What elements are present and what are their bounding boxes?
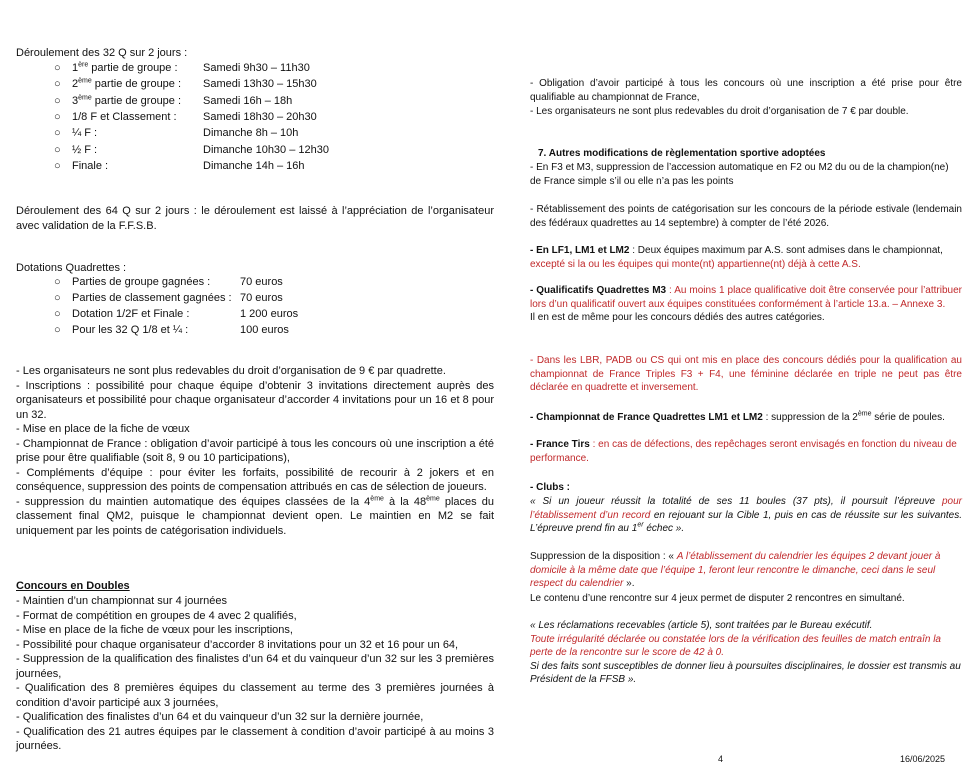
- rule-inscriptions: - Inscriptions : possibilité pour chaque équipe d’obtenir 3 invitations directement auprès des organisateurs et possibilité pour chaque organisateur d’accorder 4 invitations pour un 16 et 8 pour un 32.: [16, 379, 494, 421]
- bullet-icon: ○: [54, 110, 61, 123]
- schedule-label: 1ère partie de groupe :: [72, 61, 178, 74]
- dotation-amount: 1 200 euros: [240, 308, 299, 320]
- schedule-label: ¼ F :: [72, 127, 98, 140]
- section-7-title: 7. Autres modifications de règlementation sportive adoptées: [538, 148, 826, 159]
- bullet-icon: ○: [54, 62, 61, 74]
- doubles-rules: [16, 594, 494, 754]
- rule-championnat-lm: - Championnat de France Quadrettes LM1 et LM2 : suppression de la 2ème série de poules.: [530, 410, 945, 423]
- schedule-time: Samedi 9h30 – 11h30: [203, 62, 310, 74]
- deroulement-64: Déroulement des 64 Q sur 2 jours : le déroulement est laissé à l’appréciation de l’organisateur avec validation de la F.F.S.B.: [16, 205, 494, 232]
- reclamations: « Les réclamations recevables (article 5), sont traitées par le Bureau exécutif. Toute irrégularité déclarée ou constatée lors de la vérification des feuilles de match entraîn la perte de la rencontre sur le score de 42 à 0. Si des faits sont susceptibles de donner lieu à poursuites disciplinaires, le dossier est transmis au Président de la FFSB ».: [530, 620, 961, 685]
- doubles-item: - Format de compétition en groupes de 4 avec 2 qualifiés,: [16, 609, 297, 622]
- doubles-item: - Maintien d’un championnat sur 4 journées: [16, 595, 227, 607]
- bullet-icon: ○: [54, 308, 61, 320]
- dotations-title: Dotations Quadrettes :: [16, 262, 127, 274]
- doubles-item: - Mise en place de la fiche de vœux pour les inscriptions,: [16, 624, 293, 636]
- schedule-time: Samedi 13h30 – 15h30: [203, 78, 317, 91]
- rule-france-tirs: - France Tirs : en cas de défections, des repêchages seront envisagés en fonction du niveau de performance.: [530, 439, 957, 464]
- schedule-label: 3ème partie de groupe :: [72, 93, 182, 107]
- rule-championnat: - Championnat de France : obligation d’avoir participé à tous les concours où une inscription a été prise pour être qualifiable (soit 8, 9 ou 10 participations),: [16, 437, 494, 464]
- bullet-icon: ○: [54, 276, 61, 288]
- doubles-item: - Suppression de la qualification des finalistes d’un 64 et du vainqueur d’un 32 sur les 3 premières journées,: [16, 653, 494, 680]
- schedule-time: Dimanche 8h – 10h: [203, 127, 299, 140]
- schedule-label: Finale :: [72, 159, 109, 172]
- doubles-item: - Possibilité pour chaque organisateur d’accorder 8 invitations pour un 32 et 16 pour un 64,: [16, 638, 459, 651]
- schedule-label: 2ème partie de groupe :: [72, 77, 182, 91]
- bullet-icon: ○: [54, 159, 61, 172]
- rule-complements: - Compléments d’équipe : pour éviter les forfaits, possibilité de recourir à 2 jokers et en conséquence, suppression des points de compensation attribués en cas de sélection de joueurs.: [16, 466, 494, 493]
- schedule-time: Samedi 16h – 18h: [203, 94, 293, 107]
- deroulement-32-title: Déroulement des 32 Q sur 2 jours :: [16, 47, 188, 59]
- rule-droit-9: - Les organisateurs ne sont plus redevables du droit d’organisation de 9 € par quadrette.: [16, 365, 446, 377]
- suppression-disposition: Suppression de la disposition : « A l’établissement du calendrier les équipes 2 devant jouer à domicile à la même date que l’équipe 1, feront leur rencontre le dimanche, ceci dans le seul respect du calendrier ».: [530, 551, 941, 589]
- bullet-icon: ○: [54, 324, 61, 336]
- doubles-title: Concours en Doubles: [16, 580, 130, 592]
- dotation-amount: 100 euros: [240, 324, 289, 336]
- clubs-title: - Clubs :: [530, 482, 570, 493]
- rule-maintien: - suppression du maintien automatique des équipes classées de la 4ème à la 48ème places du classement final QM2, puisque le championnat devient open. Le maintien en M2 se fait uniquement par les points de catégorisation individuels.: [16, 494, 494, 537]
- doubles-item: - Qualification des 8 premières équipes du classement au terme des 3 premières journées à condition d’avoir participé aux 3 journées,: [16, 682, 494, 709]
- rule-lf1: - En LF1, LM1 et LM2 : Deux équipes maximum par A.S. sont admises dans le championnat, excepté si la ou les équipes qui monte(nt) appartienne(nt) déjà à cette A.S.: [530, 245, 943, 270]
- obligation: - Obligation d’avoir participé à tous les concours où une inscription a été prise pour être qualifiable au championnat de France,: [530, 78, 962, 103]
- dotation-label: Dotation 1/2F et Finale :: [72, 308, 190, 320]
- schedule-time: Dimanche 14h – 16h: [203, 159, 305, 172]
- schedule-label: 1/8 F et Classement :: [72, 110, 177, 123]
- doubles-item: - Qualification des 21 autres équipes par le classement à condition d’avoir participé à au moins 3 journées.: [16, 725, 494, 752]
- clubs-quote: « Si un joueur réussit la totalité de ses 11 boules (37 pts), il poursuit l’épreuve pour l’établissement d’un record en rejouant sur la Cible 1, puis en cas de réussite sur les suivantes. L’épreuve prend fin au 1er échec ».: [530, 496, 963, 534]
- droit-7: - Les organisateurs ne sont plus redevables du droit d’organisation de 7 € par double.: [530, 106, 909, 117]
- contenu-rencontre: Le contenu d’une rencontre sur 4 jeux permet de disputer 2 rencontres en simultané.: [530, 593, 905, 604]
- doubles-item: - Qualification des finalistes d’un 64 et du vainqueur d’un 32 sur la dernière journée,: [16, 711, 424, 723]
- rule-lbr: - Dans les LBR, PADB ou CS qui ont mis en place des concours dédiés pour la qualification au championnat de France Triples F3 + F4, une féminine déclarée en triple ne peut pas être déclarée en quadrette et inversement.: [530, 355, 962, 393]
- rule-f3-m3: - En F3 et M3, suppression de l’accession automatique en F2 ou M2 du ou de la champion(ne) de France simple s’il ou elle n’a pas les points: [530, 162, 949, 187]
- bullet-icon: ○: [54, 127, 61, 140]
- bullet-icon: ○: [54, 143, 61, 156]
- bullet-icon: ○: [54, 94, 61, 107]
- rule-fiche-voeux: - Mise en place de la fiche de vœux: [16, 423, 190, 435]
- dotation-label: Parties de classement gagnées :: [72, 292, 232, 304]
- footer-date: 16/06/2025: [900, 754, 946, 764]
- bullet-icon: ○: [54, 292, 61, 304]
- rule-qualificatifs: - Qualificatifs Quadrettes M3 : Au moins 1 place qualificative doit être conservée pour l’attribuer lors d’un qualificatif ouvert aux équipes constituées conformément à l’article 13.a. – Annexe 3. Il en est de même pour les concours dédiés des autres catégories.: [530, 285, 962, 323]
- schedule-time: Samedi 18h30 – 20h30: [203, 110, 317, 123]
- schedule-time: Dimanche 10h30 – 12h30: [203, 143, 329, 156]
- dotation-label: Parties de groupe gagnées :: [72, 276, 211, 288]
- page-number: 4: [718, 754, 724, 764]
- quadrette-rules: [16, 364, 494, 538]
- schedule-label: ½ F :: [72, 143, 98, 156]
- bullet-icon: ○: [54, 78, 61, 91]
- dotation-amount: 70 euros: [240, 292, 283, 304]
- dotation-label: Pour les 32 Q 1/8 et ¼ :: [72, 324, 189, 336]
- dotation-amount: 70 euros: [240, 276, 283, 288]
- rule-retablissement: - Rétablissement des points de catégorisation sur les concours de la période estivale (lendemain des fédéraux quadrettes au 14 septembre) à compter de l’été 2026.: [530, 204, 962, 229]
